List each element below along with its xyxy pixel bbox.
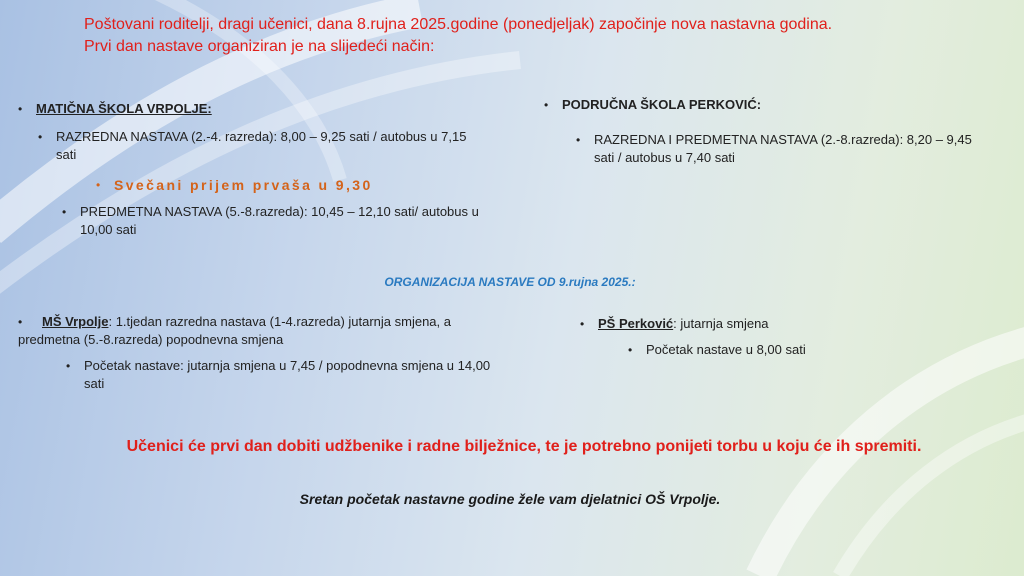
ms-vrpolje-text: : 1.tjedan razredna nastava (1-4.razreda) jutarnja smjena, a predmetna (5.-8.razreda) popodnevna smjena: [18, 314, 451, 347]
maticna-razredna: RAZREDNA NASTAVA (2.-4. razreda): 8,00 – 9,25 sati / autobus u 7,15 sati: [56, 129, 467, 162]
ms-vrpolje-item: [18, 313, 508, 349]
maticna-predmetna: PREDMETNA NASTAVA (5.-8.razreda): 10,45 – 12,10 sati/ autobus u 10,00 sati: [80, 204, 479, 237]
maticna-heading-row: [18, 100, 458, 118]
bullet-icon: •: [628, 343, 633, 357]
bullet-icon: •: [38, 130, 43, 144]
maticna-heading: MATIČNA ŠKOLA VRPOLJE:: [36, 101, 212, 116]
ps-perkovic-sub: Početak nastave u 8,00 sati: [646, 342, 806, 357]
podrucna-heading-row: [544, 96, 844, 114]
ms-vrpolje-sub: Početak nastave: jutarnja smjena u 7,45 / popodnevna smjena u 14,00 sati: [84, 358, 491, 391]
closing-text: Sretan početak nastavne godine žele vam djelatnici OŠ Vrpolje.: [299, 491, 721, 507]
organizacija-heading: ORGANIZACIJA NASTAVE OD 9.rujna 2025.:: [384, 275, 636, 289]
intro-line-1: Poštovani roditelji, dragi učenici, dana 8.rujna 2025.godine (ponedjeljak) započinje nova nastavna godina.: [84, 16, 833, 33]
maticna-razredna-row: [38, 128, 488, 164]
prijem-row: [96, 176, 436, 194]
intro-line-2: Prvi dan nastave organiziran je na slijedeći način:: [84, 38, 435, 55]
ms-vrpolje-sub-row: [66, 357, 506, 393]
bullet-icon: •: [576, 133, 581, 147]
bullet-icon: •: [544, 98, 549, 112]
maticna-predmetna-row: [62, 203, 482, 239]
podrucna-item: RAZREDNA I PREDMETNA NASTAVA (2.-8.razreda): 8,20 – 9,45 sati / autobus u 7,40 sati: [594, 132, 972, 165]
ms-vrpolje-label: MŠ Vrpolje: [42, 314, 109, 329]
podrucna-heading: PODRUČNA ŠKOLA PERKOVIĆ:: [562, 97, 762, 112]
bullet-icon: •: [96, 178, 101, 192]
ps-perkovic-sub-row: [628, 341, 928, 359]
organizacija-heading-wrap: [280, 273, 740, 291]
ps-perkovic-text: : jutarnja smjena: [673, 316, 769, 331]
podrucna-item-row: [576, 131, 976, 167]
intro-text: [84, 14, 832, 58]
bullet-icon: •: [18, 315, 23, 329]
bullet-icon: •: [18, 102, 23, 116]
bullet-icon: •: [62, 205, 67, 219]
ps-perkovic-row: [580, 315, 880, 333]
prijem-text: Svečani prijem prvaša u 9,30: [114, 177, 373, 193]
ps-perkovic-label: PŠ Perković: [598, 316, 674, 331]
bullet-icon: •: [580, 317, 585, 331]
notice-text: Učenici će prvi dan dobiti udžbenike i radne bilježnice, te je potrebno ponijeti torbu u koju će ih spremiti.: [126, 438, 922, 455]
bullet-icon: •: [66, 359, 71, 373]
